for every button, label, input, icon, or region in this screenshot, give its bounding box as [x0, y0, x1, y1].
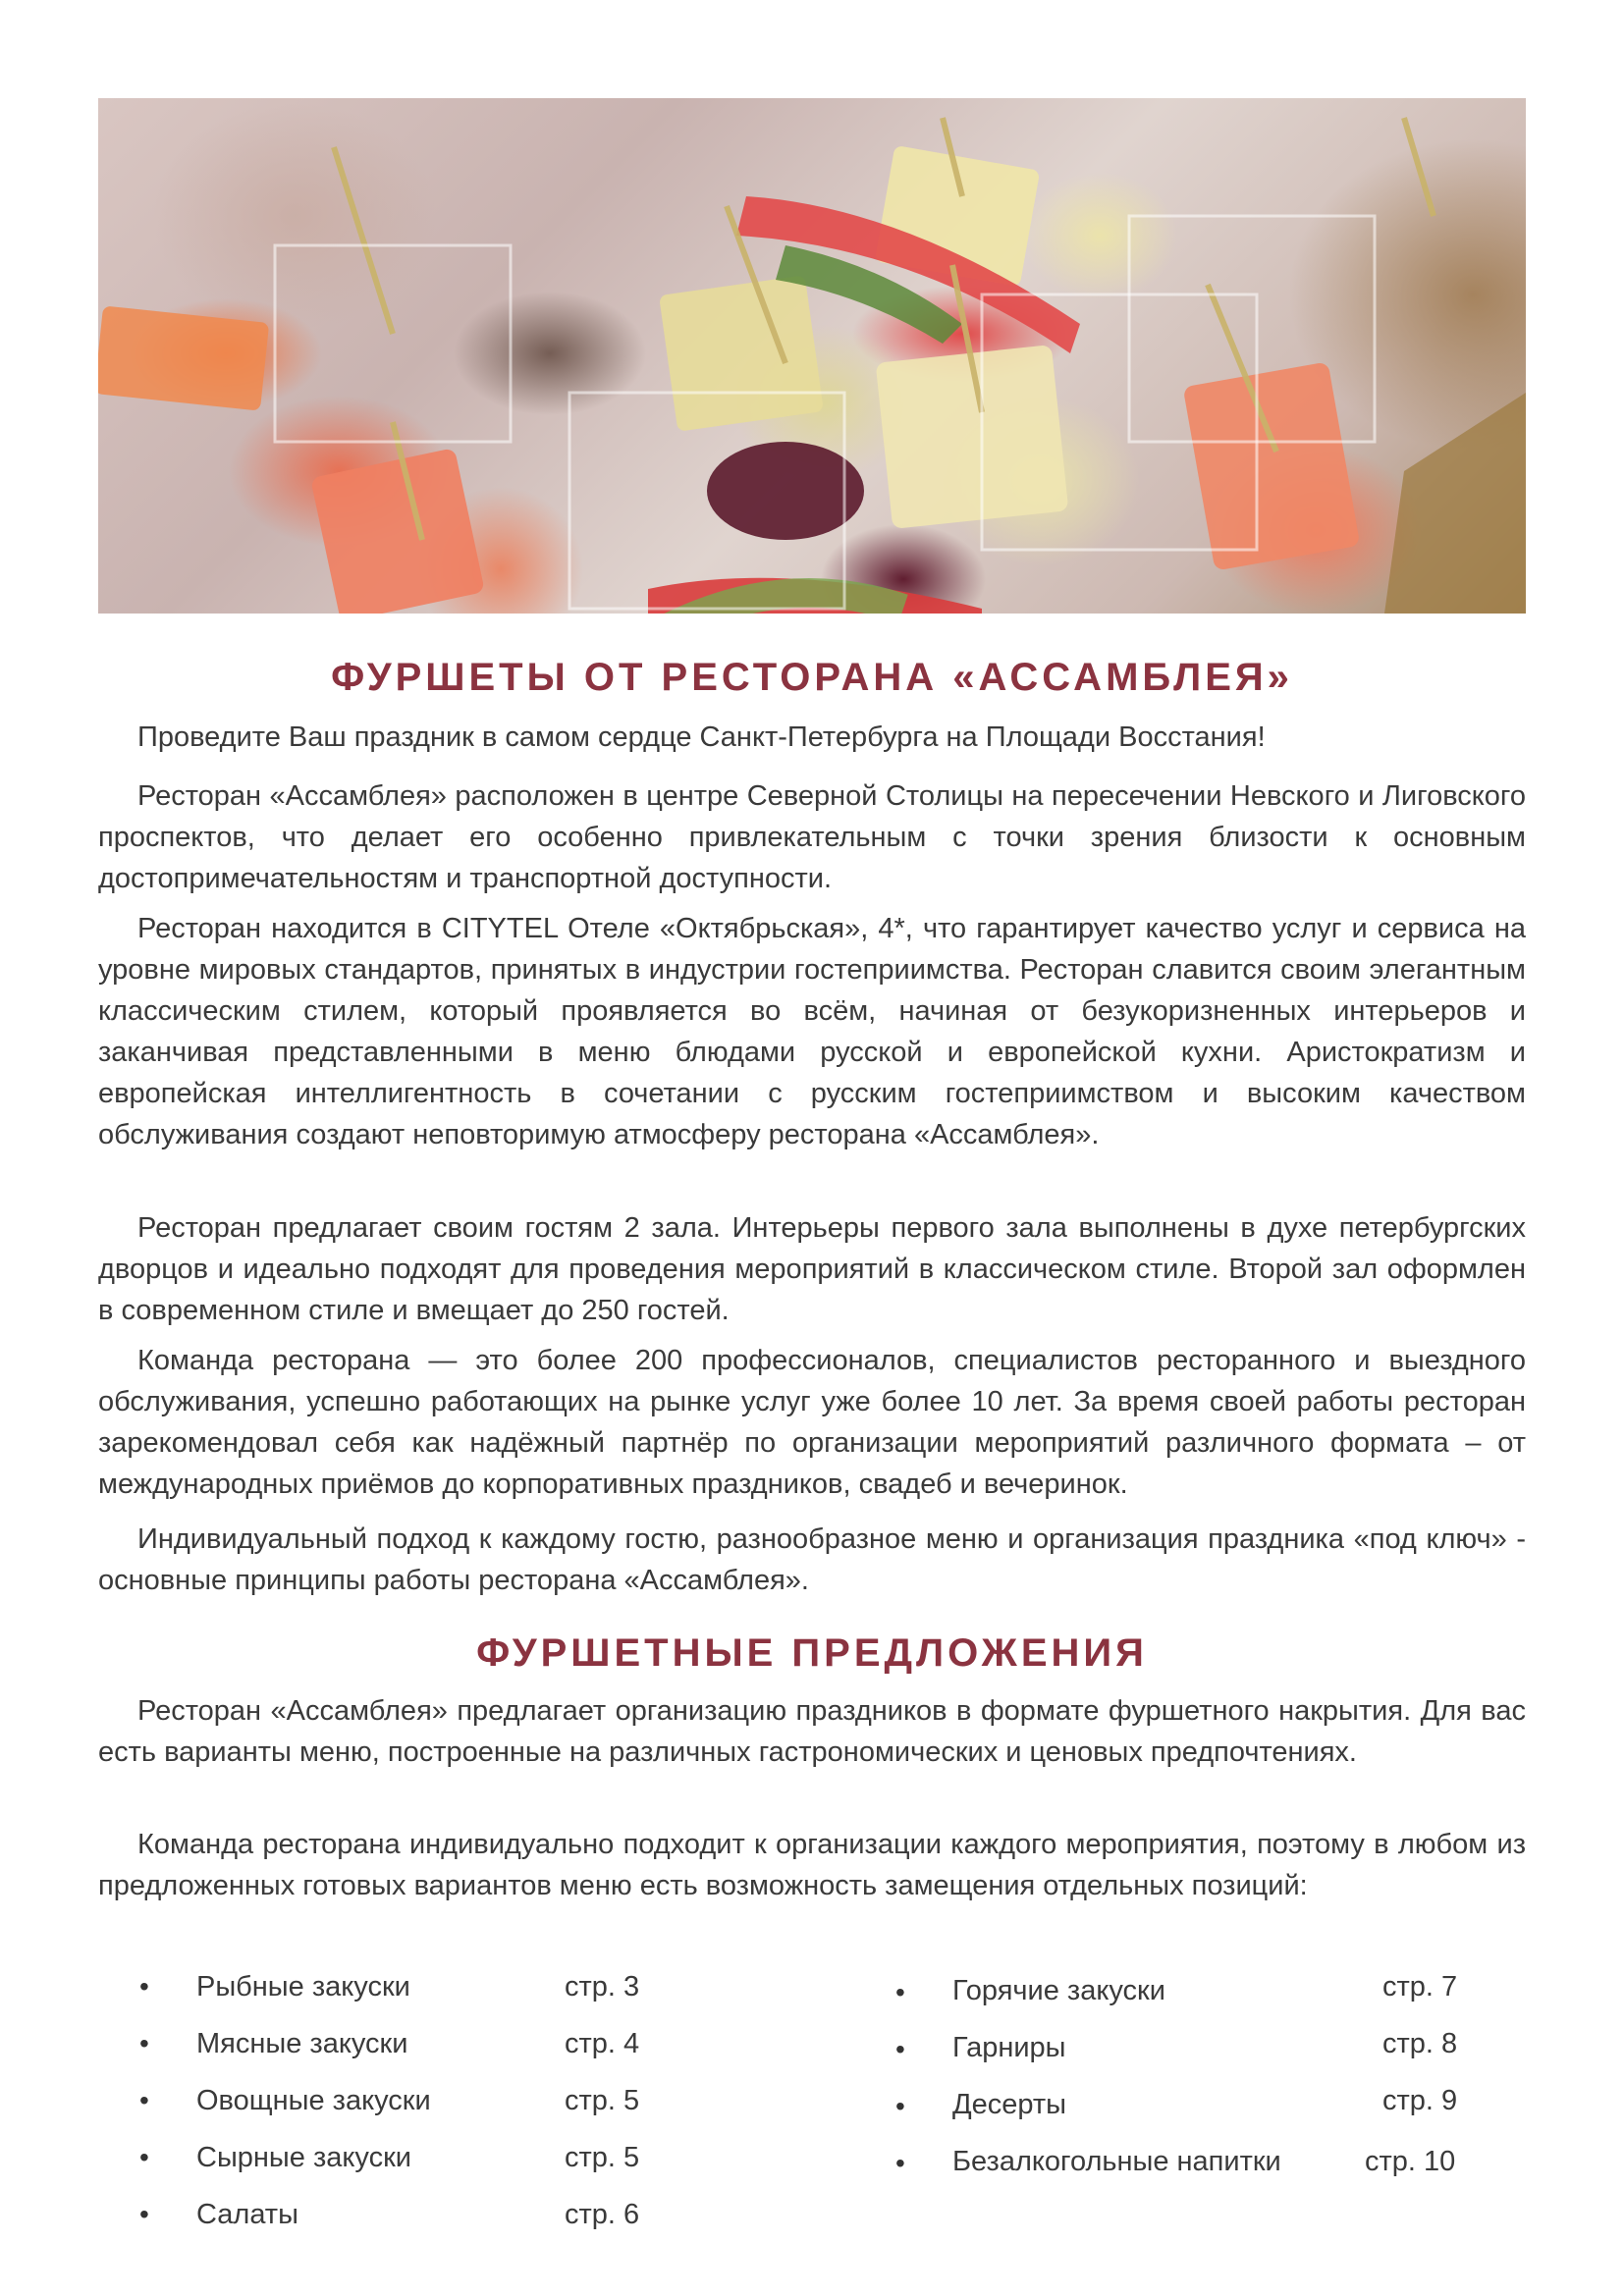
menu-item-name: Овощные закуски: [196, 2085, 431, 2116]
menu-item-page: стр. 6: [565, 2199, 640, 2230]
halls-paragraph: Ресторан предлагает своим гостям 2 зала. Интерьеры первого зала выполнены в духе петербургских дворцов и идеально подходят для проведения мероприятий в классическом стиле. Второй зал оформлен в современном стиле и вмещает до 250 гостей.: [98, 1212, 1526, 1326]
menu-item-page: стр. 5: [565, 2142, 640, 2173]
menu-item-page: стр. 10: [1365, 2146, 1456, 2177]
menu-item-name: Рыбные закуски: [196, 1971, 410, 2002]
canape-photo-icon: [98, 98, 1526, 614]
section-title-offers: ФУРШЕТНЫЕ ПРЕДЛОЖЕНИЯ: [476, 1631, 1148, 1675]
menu-item-page: стр. 4: [565, 2028, 640, 2059]
menu-item-name: Мясные закуски: [196, 2028, 408, 2059]
bullet-icon: •: [895, 2034, 905, 2064]
team-paragraph: Команда ресторана — это более 200 профессионалов, специалистов ресторанного и выездного обслуживания, успешно работающих на рынке услуг уже более 10 лет. За время своей работы ресторан зарекомендовал себя как надёжный партнёр по организации мероприятий различного формата – от международных приёмов до корпоративных праздников, свадеб и вечеринок.: [98, 1345, 1526, 1500]
intro-paragraph: Проведите Ваш праздник в самом сердце Санкт-Петербурга на Площади Восстания!: [137, 721, 1266, 753]
bullet-icon: •: [895, 1977, 905, 2007]
menu-item-name: Салаты: [196, 2199, 298, 2230]
customization-paragraph: Команда ресторана индивидуально подходит к организации каждого мероприятия, поэтому в любом из предложенных готовых вариантов меню есть возможность замещения отдельных позиций:: [98, 1829, 1526, 1901]
hotel-paragraph: Ресторан находится в CITYTEL Отеле «Октябрьская», 4*, что гарантирует качество услуг и сервиса на уровне мировых стандартов, принятых в индустрии гостеприимства. Ресторан славится своим элегантным классическим стилем, который проявляется во всём, начиная от безукоризненных интерьеров и заканчивая представленными в меню блюдами русской и европейской кухни. Аристократизм и европейская интеллигентность в сочетании с русским гостеприимством и высоким качеством обслуживания создают неповторимую атмосферу ресторана «Ассамблея».: [98, 913, 1526, 1150]
bullet-icon: •: [895, 2091, 905, 2121]
bullet-icon: •: [139, 2142, 149, 2172]
offers-paragraph: Ресторан «Ассамблея» предлагает организацию праздников в формате фуршетного накрытия. Для вас есть варианты меню, построенные на различных гастрономических и ценовых предпочтениях.: [98, 1695, 1526, 1768]
hero-photo: [98, 98, 1526, 614]
menu-item-name: Гарниры: [952, 2032, 1066, 2063]
menu-item-page: стр. 3: [565, 1971, 640, 2002]
menu-item-name: Горячие закуски: [952, 1975, 1165, 2006]
location-paragraph: Ресторан «Ассамблея» расположен в центре Северной Столицы на пересечении Невского и Лиговского проспектов, что делает его особенно привлекательным с точки зрения близости к основным достопримечательностям и транспортной доступности.: [98, 780, 1526, 894]
bullet-icon: •: [895, 2148, 905, 2178]
bullet-icon: •: [139, 1971, 149, 2002]
menu-item-page: стр. 9: [1382, 2085, 1458, 2116]
menu-item-page: стр. 8: [1382, 2028, 1458, 2059]
menu-item-page: стр. 5: [565, 2085, 640, 2116]
approach-paragraph: Индивидуальный подход к каждому гостю, разнообразное меню и организация праздника «под ключ» - основные принципы работы ресторана «Ассамблея».: [98, 1523, 1526, 1596]
menu-item-name: Сырные закуски: [196, 2142, 411, 2173]
bullet-icon: •: [139, 2199, 149, 2229]
menu-item-name: Десерты: [952, 2089, 1067, 2120]
menu-item-page: стр. 7: [1382, 1971, 1458, 2002]
bullet-icon: •: [139, 2085, 149, 2115]
bullet-icon: •: [139, 2028, 149, 2058]
section-title-buffets: ФУРШЕТЫ ОТ РЕСТОРАНА «АССАМБЛЕЯ»: [331, 656, 1293, 699]
menu-item-name: Безалкогольные напитки: [952, 2146, 1281, 2177]
